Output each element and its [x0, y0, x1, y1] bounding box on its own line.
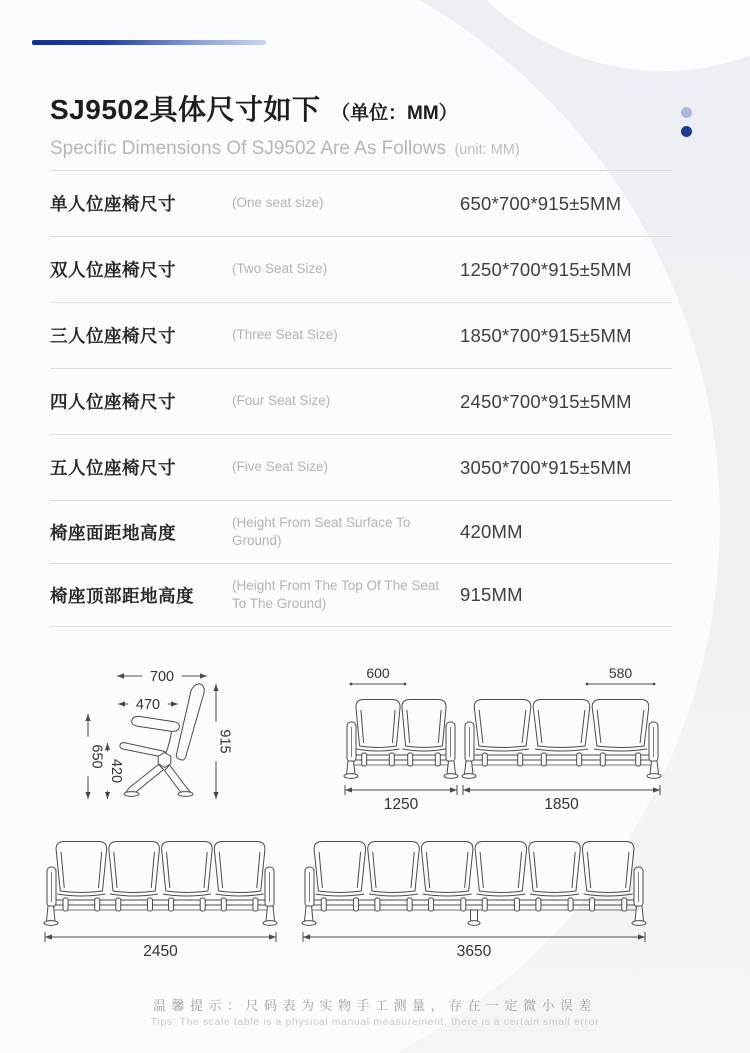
row-label-en: (Height From Seat Surface To Ground)	[232, 514, 411, 548]
bench-total-dimension-label: 1250	[383, 796, 419, 813]
header	[50, 88, 672, 160]
row-label-zh: 五人位座椅尺寸	[50, 458, 176, 478]
seat-width-dimension-label: 580	[608, 665, 633, 681]
row-label-zh: 四人位座椅尺寸	[50, 392, 176, 412]
dimension-label: 915	[216, 729, 233, 754]
bench-6-seat-drawing	[302, 842, 646, 961]
footer-tip-en: Tips: The scale table is a physical manual measurement, there is a certain small error	[150, 1016, 600, 1028]
row-label-en: (Height From The Top Of The Seat To The Ground)	[232, 577, 440, 611]
row-value: 1250*700*915±5MM	[460, 258, 632, 280]
footer-tip-zh: 温馨提示：尺码表为实物手工测量，存在一定微小误差	[152, 998, 597, 1013]
bench-total-dimension-label: 1850	[544, 796, 579, 813]
row-value: 420MM	[460, 521, 523, 542]
row-label-en: (Five Seat Size)	[232, 459, 329, 475]
row-value: 1850*700*915±5MM	[460, 324, 632, 346]
row-label-zh: 单人位座椅尺寸	[50, 194, 176, 214]
bench-4-seat-drawing	[44, 842, 277, 961]
bench-3-seat-drawing	[462, 665, 661, 813]
row-value: 2450*700*915±5MM	[460, 390, 632, 412]
accent-gradient-bar	[32, 40, 266, 45]
bench-2-seat-drawing	[344, 665, 458, 813]
page-title	[50, 88, 672, 128]
table-row	[50, 171, 672, 237]
decor-dot-light	[681, 107, 692, 118]
decor-dot-dark	[681, 126, 692, 137]
seat-width-dimension-label: 600	[366, 665, 390, 681]
table-row	[50, 435, 672, 501]
row-label-en: (Four Seat Size)	[232, 393, 331, 409]
row-value: 650*700*915±5MM	[460, 192, 622, 214]
dimension-table	[50, 170, 672, 627]
dimension-label: 420	[108, 758, 124, 784]
row-value: 915MM	[460, 584, 523, 605]
row-label-zh: 椅座面距地高度	[50, 522, 176, 543]
table-row	[50, 564, 672, 627]
row-value: 3050*700*915±5MM	[460, 456, 632, 478]
title-zh: SJ9502具体尺寸如下	[50, 94, 321, 125]
table-row	[50, 501, 672, 564]
dimension-label: 700	[149, 669, 175, 685]
subtitle-unit: (unit: MM)	[454, 142, 520, 158]
table-row	[50, 369, 672, 435]
subtitle-en: Specific Dimensions Of SJ9502 Are As Follows	[50, 138, 447, 159]
page-subtitle	[50, 138, 672, 160]
title-unit: （单位：MM）	[331, 103, 458, 124]
table-row	[50, 303, 672, 369]
row-label-zh: 双人位座椅尺寸	[50, 260, 176, 280]
row-label-en: (Three Seat Size)	[232, 327, 338, 343]
row-label-zh: 三人位座椅尺寸	[50, 326, 176, 346]
dimension-label: 650	[88, 744, 105, 769]
bench-total-dimension-label: 3650	[456, 943, 492, 960]
bench-total-dimension-label: 2450	[143, 943, 178, 960]
dimension-label: 470	[135, 697, 161, 713]
table-row	[50, 237, 672, 303]
side-view-chair-drawing	[85, 669, 232, 799]
row-label-zh: 椅座顶部距地高度	[50, 585, 194, 606]
dimension-drawings	[0, 650, 750, 980]
row-label-en: (One seat size)	[232, 195, 324, 211]
row-label-en: (Two Seat Size)	[232, 261, 328, 277]
